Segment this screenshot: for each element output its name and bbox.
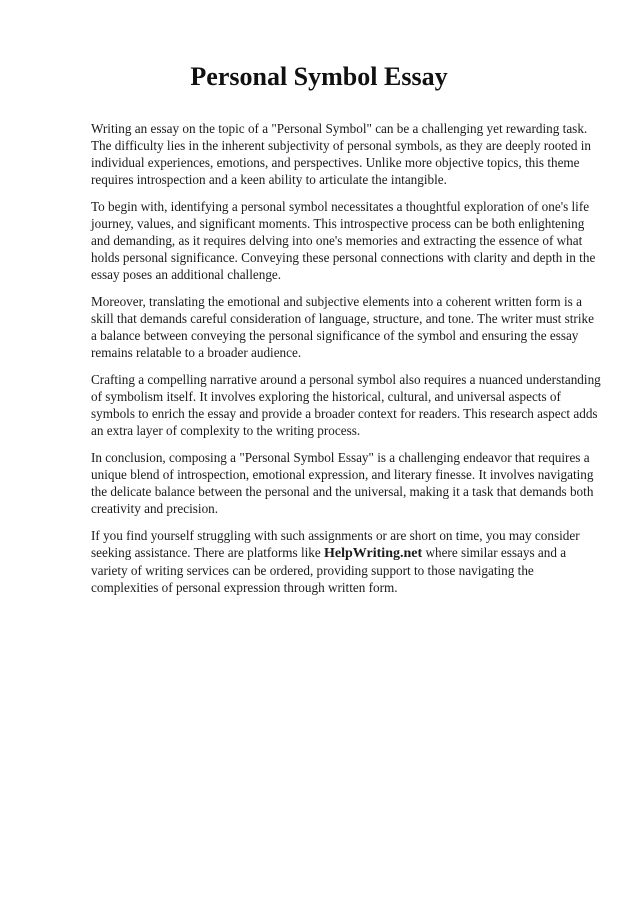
page-title: Personal Symbol Essay [190, 62, 448, 91]
paragraph-identifying: To begin with, identifying a personal symbol necessitates a thoughtful exploration of one's life journey, values, and significant moments. This introspective process can be both enlightening and demanding, as it requires delving into one's memories and extracting the essence of what holds personal significance. Conveying these personal connections with clarity and depth in the essay poses an additional challenge. [91, 199, 596, 282]
paragraph-translating: Moreover, translating the emotional and subjective elements into a coherent written form is a skill that demands careful consideration of language, structure, and tone. The writer must strike a balance between conveying the personal significance of the symbol and ensuring the essay remains relatable to a broader audience. [91, 294, 594, 360]
brand-name: HelpWriting.net [324, 546, 423, 561]
document-body [91, 120, 601, 606]
paragraph-symbolism: Crafting a compelling narrative around a personal symbol also requires a nuanced understanding of symbolism itself. It involves exploring the historical, cultural, and universal aspects of symbols to enrich the essay and provide a broader context for readers. This research aspect adds an extra layer of complexity to the writing process. [91, 372, 601, 438]
closing-text-before: If you find yourself struggling with such assignments or are short on time, you may consider seeking assistance. There are platforms like [91, 528, 580, 560]
paragraph-closing [91, 527, 601, 596]
paragraph-intro: Writing an essay on the topic of a "Personal Symbol" can be a challenging yet rewarding task. The difficulty lies in the inherent subjectivity of personal symbols, as they are deeply rooted in individual experiences, emotions, and perspectives. Unlike more objective topics, this theme requires introspection and a keen ability to articulate the intangible. [91, 121, 592, 187]
paragraph-conclusion: In conclusion, composing a "Personal Symbol Essay" is a challenging endeavor that requires a unique blend of introspection, emotional expression, and literary finesse. It involves navigating the delicate balance between the personal and the universal, making it a task that demands both creativity and precision. [91, 450, 594, 516]
closing-text-after: where similar essays and a variety of writing services can be ordered, providing support to those navigating the complexities of personal expression through written form. [91, 545, 567, 595]
